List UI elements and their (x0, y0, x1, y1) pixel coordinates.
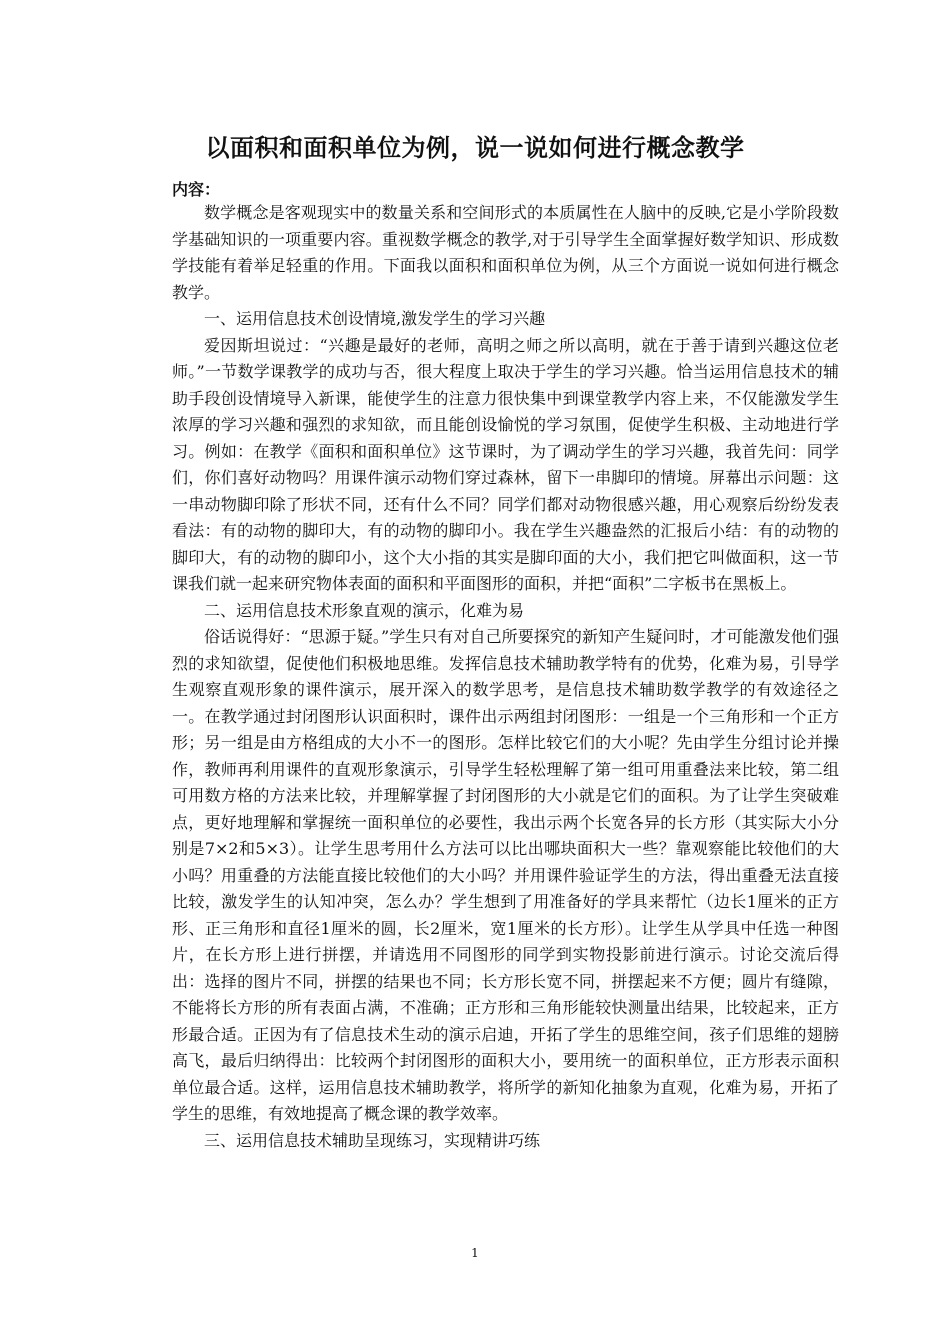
intro-paragraph: 数学概念是客观现实中的数量关系和空间形式的本质属性在人脑中的反映,它是小学阶段数学基础知识的一项重要内容。重视数学概念的教学,对于引导学生全面掌握好数学知识、形成数学技能有着举足轻重的作用。下面我以面积和面积单位为例，从三个方面说一说如何进行概念教学。 (172, 203, 839, 302)
section-heading-2: 二、运用信息技术形象直观的演示，化难为易 (204, 600, 525, 620)
section-paragraph-2: 俗话说得好：“思源于疑。”学生只有对自己所要探究的新知产生疑问时，才可能激发他们强烈的求知欲望，促使他们积极地思维。发挥信息技术辅助教学特有的优势，化难为易，引导学生观察直观形象的课件演示，展开深入的数学思考，是信息技术辅助数学教学的有效途径之一。在教学通过封闭图形认识面积时，课件出示两组封闭图形：一组是一个三角形和一个正方形；另一组是由方格组成的大小不一的图形。怎样比较它们的大小呢？先由学生分组讨论并操作，教师再利用课件的直观形象演示，引导学生轻松理解了第一组可用重叠法来比较，第二组可用数方格的方法来比较，并理解掌握了封闭图形的大小就是它们的面积。为了让学生突破难点，更好地理解和掌握统一面积单位的必要性，我出示两个长宽各异的长方形（其实际大小分别是7×2和5×3）。让学生思考用什么方法可以比出哪块面积大一些？靠观察能比较他们的大小吗？用重叠的方法能直接比较他们的大小吗？并用课件验证学生的方法，得出重叠无法直接比较，激发学生的认知冲突，怎么办？学生想到了用准备好的学具来帮忙（边长1厘米的正方形、正三角形和直径1厘米的圆，长2厘米，宽1厘米的长方形）。让学生从学具中任选一种图片，在长方形上进行拼摆，并请选用不同图形的同学到实物投影前进行演示。讨论交流后得出：选择的图片不同，拼摆的结果也不同；长方形长宽不同，拼摆起来不方便；圆片有缝隙，不能将长方形的所有表面占满，不准确；正方形和三角形能较快测量出结果，比较起来，正方形最合适。正因为有了信息技术生动的演示启迪，开拓了学生的思维空间，孩子们思维的翅膀高飞，最后归纳得出：比较两个封闭图形的面积大小，要用统一的面积单位，正方形表示面积单位最合适。这样，运用信息技术辅助教学，将所学的新知化抽象为直观，化难为易，开拓了学生的思维，有效地提高了概念课的教学效率。 (172, 627, 839, 1123)
document-body (172, 200, 839, 1154)
section-heading-3: 三、运用信息技术辅助呈现练习，实现精讲巧练 (204, 1130, 541, 1150)
content-label: 内容： (172, 180, 221, 199)
section-heading-1: 一、运用信息技术创设情境,激发学生的学习兴趣 (204, 309, 546, 328)
page-number: 1 (471, 1246, 479, 1260)
document-title: 以面积和面积单位为例，说一说如何进行概念教学 (205, 134, 745, 162)
section-paragraph-1: 爱因斯坦说过：“兴趣是最好的老师，高明之师之所以高明，就在于善于请到兴趣这位老师。”一节数学课教学的成功与否，很大程度上取决于学生的学习兴趣。恰当运用信息技术的辅助手段创设情境导入新课，能使学生的注意力很快集中到课堂教学内容上来，不仅能激发学生浓厚的学习兴趣和强烈的求知欲，而且能创设愉悦的学习氛围，促使学生积极、主动地进行学习。例如：在教学《面积和面积单位》这节课时，为了调动学生的学习兴趣，我首先问：同学们，你们喜好动物吗？用课件演示动物们穿过森林，留下一串脚印的情境。屏幕出示问题：这一串动物脚印除了形状不同，还有什么不同？同学们都对动物很感兴趣，用心观察后纷纷发表看法：有的动物的脚印大，有的动物的脚印小。我在学生兴趣盎然的汇报后小结：有的动物的脚印大，有的动物的脚印小，这个大小指的其实是脚印面的大小，我们把它叫做面积，这一节课我们就一起来研究物体表面的面积和平面图形的面积，并把“面积”二字板书在黑板上。 (172, 335, 839, 593)
